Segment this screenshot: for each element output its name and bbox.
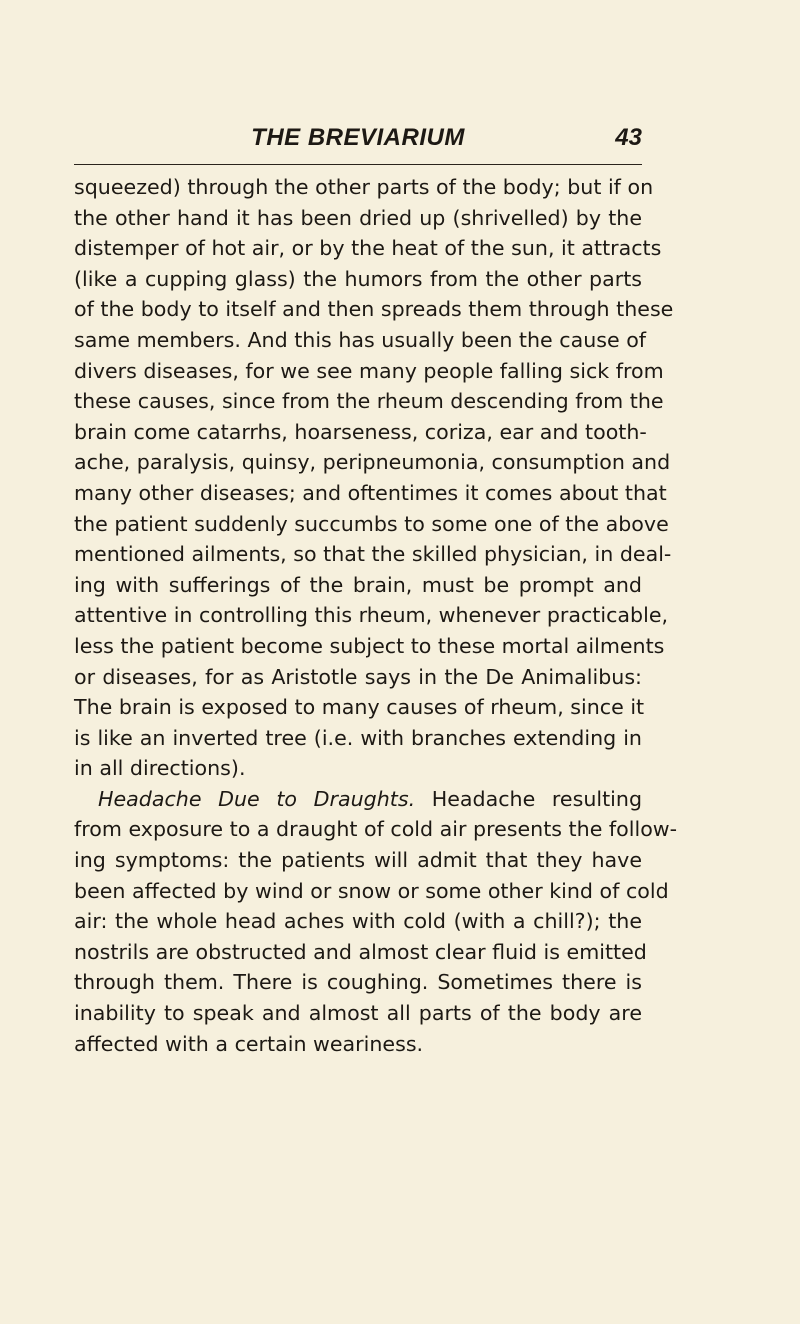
- page-title: THE BREVIARIUM: [251, 124, 465, 151]
- text-line: through them. There is coughing. Sometimes there is: [74, 970, 642, 995]
- text-line: the patient suddenly succumbs to some one of the above: [74, 511, 669, 536]
- text-line: ing with sufferings of the brain, must be prompt and: [74, 572, 642, 597]
- text-line: attentive in controlling this rheum, whenever practicable,: [74, 603, 669, 628]
- text-line: ing symptoms: the patients will admit that they have: [74, 848, 642, 873]
- text-line: same members. And this has usually been the cause of: [74, 327, 647, 352]
- text-line: brain come catarrhs, hoarseness, coriza, ear and tooth-: [74, 419, 647, 444]
- text-line: air: the whole head aches with cold (with a chill?); the: [74, 909, 642, 934]
- text-line: from exposure to a draught of cold air presents the follow-: [74, 817, 678, 842]
- section-heading: Headache Due to Draughts.: [98, 786, 416, 811]
- text-line: is like an inverted tree (i.e. with branches extending in: [74, 725, 642, 750]
- text-line: been affected by wind or snow or some other kind of cold: [74, 878, 669, 903]
- text-line: the other hand it has been dried up (shrivelled) by the: [74, 205, 642, 230]
- text-line: squeezed) through the other parts of the body; but if on: [74, 175, 654, 199]
- text-line: in all directions).: [74, 756, 246, 781]
- text-line: (like a cupping glass) the humors from the other parts: [74, 266, 642, 291]
- text-line: inability to speak and almost all parts of the body are: [74, 1001, 642, 1026]
- text-line: less the patient become subject to these mortal ailments: [74, 633, 665, 658]
- text-line: The brain is exposed to many causes of rheum, since it: [74, 695, 645, 720]
- running-header: [74, 120, 642, 165]
- text-line: mentioned ailments, so that the skilled physician, in deal-: [74, 542, 672, 567]
- text-line: or diseases, for as Aristotle says in the De Animalibus:: [74, 664, 642, 689]
- text-line: many other diseases; and oftentimes it comes about that: [74, 480, 667, 505]
- section-first-line-text: Headache resulting: [431, 786, 643, 811]
- text-line: these causes, since from the rheum descending from the: [74, 389, 664, 414]
- text-line: affected with a certain weariness.: [74, 1031, 424, 1056]
- paragraph-rheum: [74, 172, 674, 784]
- text-line: distemper of hot air, or by the heat of the sun, it attracts: [74, 236, 662, 261]
- paragraph-headache-draughts: [74, 784, 678, 1059]
- text-line: divers diseases, for we see many people falling sick from: [74, 358, 664, 383]
- page-number: 43: [615, 124, 642, 151]
- text-line: nostrils are obstructed and almost clear fluid is emitted: [74, 939, 647, 964]
- body-text: [74, 172, 678, 1059]
- text-line: of the body to itself and then spreads them through these: [74, 297, 674, 322]
- text-line: ache, paralysis, quinsy, peripneumonia, consumption and: [74, 450, 671, 475]
- section-first-line: [74, 784, 642, 815]
